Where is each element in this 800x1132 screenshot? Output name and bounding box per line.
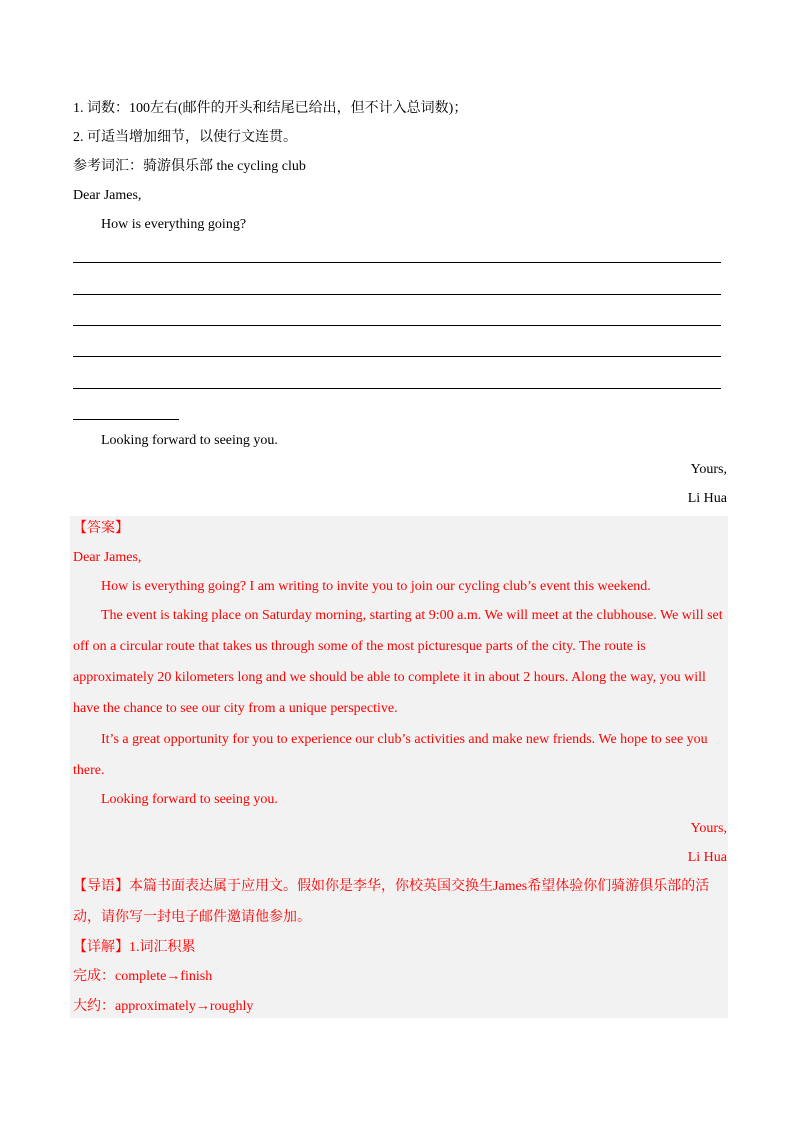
answer-signoff: Yours, bbox=[690, 821, 727, 836]
vocab-item-1: 完成：complete→finish bbox=[73, 969, 213, 984]
letter-signature: Li Hua bbox=[687, 491, 727, 506]
answer-salutation: Dear James, bbox=[73, 550, 142, 565]
detail-label: 【详解】 bbox=[73, 940, 129, 955]
letter-signoff: Yours, bbox=[690, 462, 727, 477]
answer-paragraph-1: How is everything going? I am writing to invite you to join our cycling club’s event this weekend. bbox=[101, 579, 651, 594]
requirement-1: 1. 词数：100左右(邮件的开头和结尾已给出，但不计入总词数)； bbox=[73, 101, 468, 116]
requirement-2: 2. 可适当增加细节，以使行文连贯。 bbox=[73, 130, 297, 145]
writing-line bbox=[73, 294, 721, 295]
writing-line-short bbox=[73, 419, 179, 420]
detail-heading bbox=[73, 939, 196, 957]
writing-line bbox=[73, 262, 721, 263]
answer-label: 【答案】 bbox=[73, 521, 129, 536]
guide-paragraph bbox=[73, 871, 728, 933]
answer-closing: Looking forward to seeing you. bbox=[101, 792, 278, 807]
letter-closing: Looking forward to seeing you. bbox=[101, 433, 278, 448]
letter-opening: How is everything going? bbox=[101, 217, 247, 232]
writing-line bbox=[73, 356, 721, 357]
vocab-item-2: 大约：approximately→roughly bbox=[73, 999, 254, 1014]
writing-line bbox=[73, 388, 721, 389]
answer-paragraph-3: It’s a great opportunity for you to experience our club’s activities and make new friends. We hope to see you there. bbox=[73, 732, 708, 778]
guide-label: 【导语】 bbox=[73, 879, 129, 894]
answer-signature: Li Hua bbox=[687, 850, 727, 865]
answer-paragraph-2: The event is taking place on Saturday morning, starting at 9:00 a.m. We will meet at the clubhouse. We will set off on a circular route that takes us through some of the most picturesque parts of the city. The route is approximately 20 kilometers long and we should be able to complete it in about 2 hours. Along the way, you will have the chance to see our city from a unique perspective. bbox=[73, 608, 723, 716]
writing-line bbox=[73, 325, 721, 326]
guide-text: 本篇书面表达属于应用文。假如你是李华，你校英国交换生James希望体验你们骑游俱乐部的活动，请你写一封电子邮件邀请他参加。 bbox=[73, 879, 710, 925]
detail-heading-text: 1.词汇积累 bbox=[129, 940, 196, 955]
letter-salutation: Dear James, bbox=[73, 188, 142, 203]
vocab-hint: 参考词汇：骑游俱乐部 the cycling club bbox=[73, 159, 306, 174]
